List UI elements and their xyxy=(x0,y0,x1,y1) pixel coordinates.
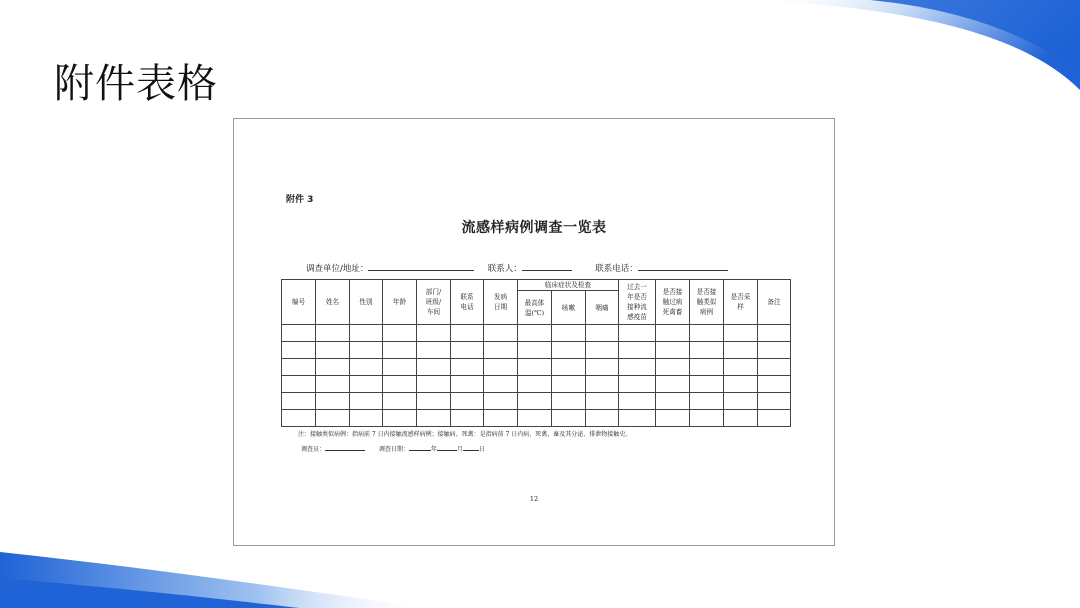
table-cell xyxy=(690,376,724,393)
table-cell xyxy=(619,393,656,410)
table-cell xyxy=(417,410,451,427)
table-cell xyxy=(552,376,586,393)
table-cell xyxy=(451,393,484,410)
header-sore-throat: 咽痛 xyxy=(586,291,619,325)
header-max-temp: 最高体 温(℃) xyxy=(518,291,552,325)
table-cell xyxy=(724,393,758,410)
table-cell xyxy=(316,325,350,342)
table-cell xyxy=(316,393,350,410)
header-cough: 咳嗽 xyxy=(552,291,586,325)
table-cell xyxy=(350,410,383,427)
table-cell xyxy=(451,325,484,342)
table-cell xyxy=(656,325,690,342)
header-remark: 备注 xyxy=(758,280,791,325)
table-cell xyxy=(350,376,383,393)
table-cell xyxy=(383,376,417,393)
table-cell xyxy=(518,410,552,427)
month-label: 月 xyxy=(456,446,463,453)
table-cell xyxy=(417,342,451,359)
phone-label: 联系电话： xyxy=(595,264,638,274)
table-cell xyxy=(451,376,484,393)
table-cell xyxy=(552,325,586,342)
table-cell xyxy=(451,410,484,427)
table-cell xyxy=(316,410,350,427)
table-row xyxy=(282,393,791,410)
day-blank xyxy=(463,444,479,451)
table-cell xyxy=(724,359,758,376)
table-cell xyxy=(586,376,619,393)
table-cell xyxy=(758,376,791,393)
header-onset-date: 发病 日期 xyxy=(484,280,518,325)
table-row xyxy=(282,342,791,359)
form-title: 流感样病例调查一览表 xyxy=(461,220,607,236)
table-cell xyxy=(758,359,791,376)
table-row xyxy=(282,359,791,376)
table-cell xyxy=(758,342,791,359)
table-cell xyxy=(552,359,586,376)
table-cell xyxy=(758,325,791,342)
table-cell xyxy=(724,410,758,427)
day-label: 日 xyxy=(478,446,485,453)
table-cell xyxy=(690,393,724,410)
table-cell xyxy=(383,325,417,342)
table-cell xyxy=(282,393,316,410)
table-row xyxy=(282,376,791,393)
month-blank xyxy=(437,444,457,451)
table-row xyxy=(282,410,791,427)
table-cell xyxy=(282,359,316,376)
table-cell xyxy=(619,376,656,393)
table-cell xyxy=(690,342,724,359)
year-label: 年 xyxy=(430,446,437,453)
survey-info-row xyxy=(306,261,728,274)
table-cell xyxy=(383,342,417,359)
table-cell xyxy=(484,410,518,427)
table-cell xyxy=(350,342,383,359)
table-cell xyxy=(586,359,619,376)
table-body xyxy=(282,325,791,427)
table-cell xyxy=(724,342,758,359)
contact-blank xyxy=(522,261,572,271)
investigator-label: 调查员： xyxy=(301,446,326,453)
header-clinical: 临床症状及检查 xyxy=(518,280,619,291)
table-cell xyxy=(417,359,451,376)
table-cell xyxy=(656,359,690,376)
table-cell xyxy=(383,393,417,410)
table-cell xyxy=(552,342,586,359)
table-cell xyxy=(518,325,552,342)
table-cell xyxy=(282,325,316,342)
top-right-blue-swoosh xyxy=(750,0,1080,90)
table-cell xyxy=(656,376,690,393)
table-cell xyxy=(484,393,518,410)
table-cell xyxy=(518,342,552,359)
header-row-1 xyxy=(282,280,791,291)
table-cell xyxy=(484,376,518,393)
table-cell xyxy=(619,325,656,342)
table-cell xyxy=(316,342,350,359)
table-cell xyxy=(316,376,350,393)
table-cell xyxy=(417,325,451,342)
table-cell xyxy=(282,410,316,427)
table-cell xyxy=(758,393,791,410)
case-survey-table xyxy=(281,279,791,427)
slide-title: 附件表格 xyxy=(54,61,218,107)
table-cell xyxy=(552,410,586,427)
header-sex: 性别 xyxy=(350,280,383,325)
table-cell xyxy=(451,342,484,359)
table-cell xyxy=(690,359,724,376)
unit-blank xyxy=(368,261,474,271)
table-cell xyxy=(383,359,417,376)
table-cell xyxy=(552,393,586,410)
table-cell xyxy=(350,359,383,376)
table-cell xyxy=(724,376,758,393)
table-cell xyxy=(518,376,552,393)
contact-label: 联系人： xyxy=(487,264,522,274)
table-cell xyxy=(282,342,316,359)
header-dead-poultry: 是否接 触过病 死禽畜 xyxy=(656,280,690,325)
table-note: 注：接触类似病例：指病前 7 日内接触流感样病例；接触病、死禽：是指病前 7 日内病、死禽、畜及其分泌、排泄物接触史。 xyxy=(298,431,632,438)
table-cell xyxy=(316,359,350,376)
table-cell xyxy=(619,342,656,359)
table-cell xyxy=(656,393,690,410)
table-cell xyxy=(417,393,451,410)
table-cell xyxy=(656,410,690,427)
table-cell xyxy=(724,325,758,342)
table-cell xyxy=(417,376,451,393)
header-name: 姓名 xyxy=(316,280,350,325)
table-cell xyxy=(484,359,518,376)
header-dept: 部门/ 班级/ 车间 xyxy=(417,280,451,325)
table-row xyxy=(282,325,791,342)
table-cell xyxy=(484,342,518,359)
table-cell xyxy=(619,359,656,376)
year-blank xyxy=(409,444,431,451)
bottom-left-blue-swoosh xyxy=(0,538,430,608)
table-cell xyxy=(383,410,417,427)
table-cell xyxy=(350,393,383,410)
investigator-blank xyxy=(325,444,365,451)
header-phone: 联系 电话 xyxy=(451,280,484,325)
table-cell xyxy=(451,359,484,376)
attachment-label: 附件 3 xyxy=(286,195,314,205)
table-cell xyxy=(758,410,791,427)
table-cell xyxy=(619,410,656,427)
header-vaccinated: 过去一 年是否 接种流 感疫苗 xyxy=(619,280,656,325)
phone-blank xyxy=(638,261,728,271)
table-cell xyxy=(586,342,619,359)
header-sampled: 是否采 样 xyxy=(724,280,758,325)
table-cell xyxy=(690,325,724,342)
signature-row xyxy=(301,444,485,453)
table-cell xyxy=(518,393,552,410)
header-similar-case: 是否接 触类似 病例 xyxy=(690,280,724,325)
table-cell xyxy=(586,393,619,410)
survey-date-label: 调查日期： xyxy=(378,446,409,453)
unit-label: 调查单位/地址： xyxy=(306,264,369,274)
table-cell xyxy=(484,325,518,342)
header-age: 年龄 xyxy=(383,280,417,325)
table-cell xyxy=(518,359,552,376)
attachment-document xyxy=(233,118,835,546)
table-cell xyxy=(586,325,619,342)
table-cell xyxy=(586,410,619,427)
table-cell xyxy=(656,342,690,359)
table-cell xyxy=(690,410,724,427)
table-cell xyxy=(350,325,383,342)
header-no: 编号 xyxy=(282,280,316,325)
page-number: 12 xyxy=(529,495,539,503)
table-cell xyxy=(282,376,316,393)
